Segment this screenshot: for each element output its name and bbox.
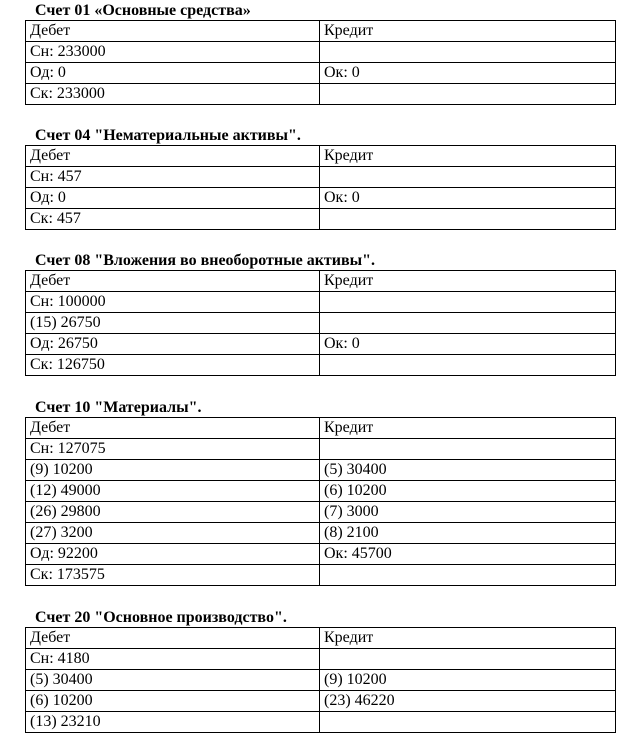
debit-cell: Ск: 233000 xyxy=(26,84,320,105)
credit-cell: (6) 10200 xyxy=(320,481,616,502)
table-row xyxy=(26,334,616,355)
debit-cell: Сн: 127075 xyxy=(26,439,320,460)
ledger-table xyxy=(25,627,616,733)
debit-header: Дебет xyxy=(26,146,320,167)
credit-cell xyxy=(320,167,616,188)
table-row xyxy=(26,209,616,230)
credit-cell: Ок: 45700 xyxy=(320,544,616,565)
credit-cell xyxy=(320,439,616,460)
credit-cell: (9) 10200 xyxy=(320,670,616,691)
table-row xyxy=(26,670,616,691)
debit-cell: (13) 23210 xyxy=(26,712,320,733)
debit-cell: Сн: 233000 xyxy=(26,42,320,63)
credit-cell: (7) 3000 xyxy=(320,502,616,523)
table-row xyxy=(26,439,616,460)
table-header-row xyxy=(26,21,616,42)
debit-cell: Од: 26750 xyxy=(26,334,320,355)
debit-cell: Сн: 4180 xyxy=(26,649,320,670)
debit-cell: Од: 0 xyxy=(26,63,320,84)
credit-cell xyxy=(320,292,616,313)
credit-cell xyxy=(320,355,616,376)
table-row xyxy=(26,481,616,502)
debit-cell: Сн: 457 xyxy=(26,167,320,188)
credit-cell: (23) 46220 xyxy=(320,691,616,712)
table-row xyxy=(26,292,616,313)
debit-cell: (15) 26750 xyxy=(26,313,320,334)
credit-cell xyxy=(320,649,616,670)
table-header-row xyxy=(26,418,616,439)
debit-cell: Од: 92200 xyxy=(26,544,320,565)
table-row xyxy=(26,649,616,670)
account-04 xyxy=(25,127,614,230)
credit-cell xyxy=(320,313,616,334)
credit-header: Кредит xyxy=(320,146,616,167)
account-10 xyxy=(25,399,614,586)
table-header-row xyxy=(26,271,616,292)
table-row xyxy=(26,42,616,63)
table-row xyxy=(26,313,616,334)
debit-cell: Сн: 100000 xyxy=(26,292,320,313)
table-header-row xyxy=(26,146,616,167)
debit-cell: Од: 0 xyxy=(26,188,320,209)
credit-cell xyxy=(320,565,616,586)
table-row xyxy=(26,63,616,84)
debit-cell: (5) 30400 xyxy=(26,670,320,691)
credit-cell: (5) 30400 xyxy=(320,460,616,481)
credit-header: Кредит xyxy=(320,271,616,292)
account-title: Счет 04 "Нематериальные активы". xyxy=(35,127,301,144)
account-title: Счет 08 "Вложения во внеоборотные активы". xyxy=(35,252,375,269)
ledger-table xyxy=(25,20,616,105)
credit-cell: Ок: 0 xyxy=(320,63,616,84)
table-header-row xyxy=(26,628,616,649)
debit-header: Дебет xyxy=(26,21,320,42)
debit-cell: (12) 49000 xyxy=(26,481,320,502)
table-row xyxy=(26,188,616,209)
ledger-table xyxy=(25,145,616,230)
debit-cell: (27) 3200 xyxy=(26,523,320,544)
debit-cell: Ск: 126750 xyxy=(26,355,320,376)
credit-header: Кредит xyxy=(320,628,616,649)
credit-cell xyxy=(320,84,616,105)
ledger-table xyxy=(25,417,616,586)
debit-cell: (6) 10200 xyxy=(26,691,320,712)
credit-cell xyxy=(320,209,616,230)
account-20 xyxy=(25,609,614,733)
table-row xyxy=(26,460,616,481)
credit-cell xyxy=(320,42,616,63)
account-title: Счет 01 «Основные средства» xyxy=(35,2,251,19)
credit-cell xyxy=(320,712,616,733)
table-row xyxy=(26,355,616,376)
debit-cell: Ск: 457 xyxy=(26,209,320,230)
debit-header: Дебет xyxy=(26,628,320,649)
credit-header: Кредит xyxy=(320,418,616,439)
table-row xyxy=(26,84,616,105)
debit-header: Дебет xyxy=(26,418,320,439)
debit-cell: (9) 10200 xyxy=(26,460,320,481)
table-row xyxy=(26,565,616,586)
credit-cell: (8) 2100 xyxy=(320,523,616,544)
account-title: Счет 20 "Основное производство". xyxy=(35,609,287,626)
table-row xyxy=(26,523,616,544)
table-row xyxy=(26,712,616,733)
account-01 xyxy=(25,2,614,105)
account-08 xyxy=(25,252,614,376)
debit-header: Дебет xyxy=(26,271,320,292)
table-row xyxy=(26,502,616,523)
account-title: Счет 10 "Материалы". xyxy=(35,399,202,416)
credit-cell: Ок: 0 xyxy=(320,334,616,355)
credit-header: Кредит xyxy=(320,21,616,42)
table-row xyxy=(26,691,616,712)
debit-cell: (26) 29800 xyxy=(26,502,320,523)
table-row xyxy=(26,167,616,188)
debit-cell: Ск: 173575 xyxy=(26,565,320,586)
credit-cell: Ок: 0 xyxy=(320,188,616,209)
table-row xyxy=(26,544,616,565)
ledger-table xyxy=(25,270,616,376)
